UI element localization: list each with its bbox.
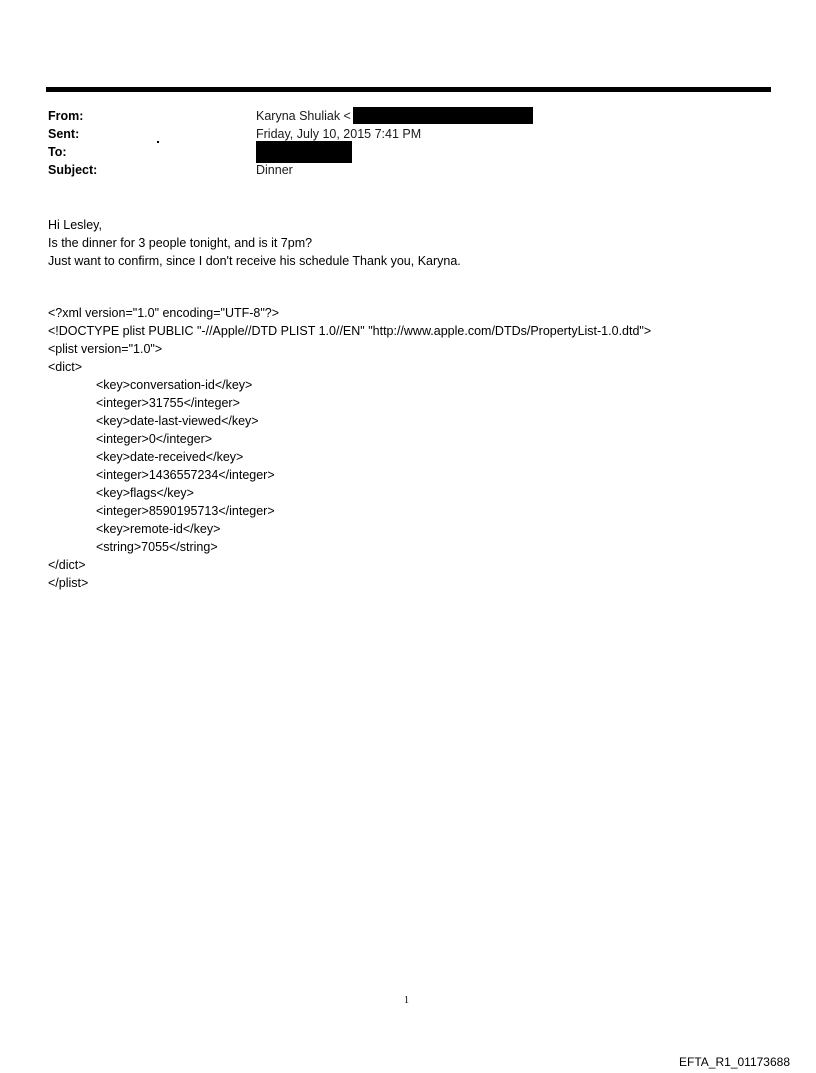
sent-value: Friday, July 10, 2015 7:41 PM [256, 127, 422, 141]
scan-speck [157, 141, 159, 143]
xml-line: <string>7055</string> [96, 540, 218, 554]
xml-line: <plist version="1.0"> [48, 342, 163, 356]
xml-line: <key>conversation-id</key> [96, 378, 253, 392]
subject-label: Subject: [48, 163, 98, 177]
xml-line: <integer>31755</integer> [96, 396, 240, 410]
redaction-block [353, 107, 533, 124]
body-line: Just want to confirm, since I don't receive his schedule Thank you, Karyna. [48, 254, 461, 268]
xml-line: <?xml version="1.0" encoding="UTF-8"?> [48, 306, 280, 320]
xml-line: <key>flags</key> [96, 486, 194, 500]
xml-line: <dict> [48, 360, 83, 374]
xml-line: <integer>8590195713</integer> [96, 504, 275, 518]
xml-line: <key>date-last-viewed</key> [96, 414, 259, 428]
header-rule [46, 87, 771, 92]
xml-line: <integer>1436557234</integer> [96, 468, 275, 482]
email-body [48, 216, 461, 270]
page-number: 1 [404, 995, 409, 1006]
from-label: From: [48, 109, 84, 123]
xml-line: <key>remote-id</key> [96, 522, 221, 536]
body-line: Is the dinner for 3 people tonight, and is it 7pm? [48, 236, 313, 250]
body-line: Hi Lesley, [48, 218, 102, 232]
to-label: To: [48, 145, 67, 159]
plist-xml [48, 304, 651, 592]
to-value [256, 143, 352, 163]
from-sender: Karyna Shuliak < [256, 109, 351, 123]
sent-label: Sent: [48, 127, 80, 141]
xml-line: <key>date-received</key> [96, 450, 244, 464]
subject-value: Dinner [256, 163, 293, 177]
xml-line: <integer>0</integer> [96, 432, 213, 446]
from-value [256, 107, 533, 125]
xml-line: <!DOCTYPE plist PUBLIC "-//Apple//DTD PLIST 1.0//EN" "http://www.apple.com/DTDs/PropertyList-1.0.dtd"> [48, 324, 652, 338]
xml-line: </dict> [48, 558, 86, 572]
xml-line: </plist> [48, 576, 89, 590]
bates-number: EFTA_R1_01173688 [679, 1055, 790, 1069]
redaction-block [256, 141, 352, 163]
